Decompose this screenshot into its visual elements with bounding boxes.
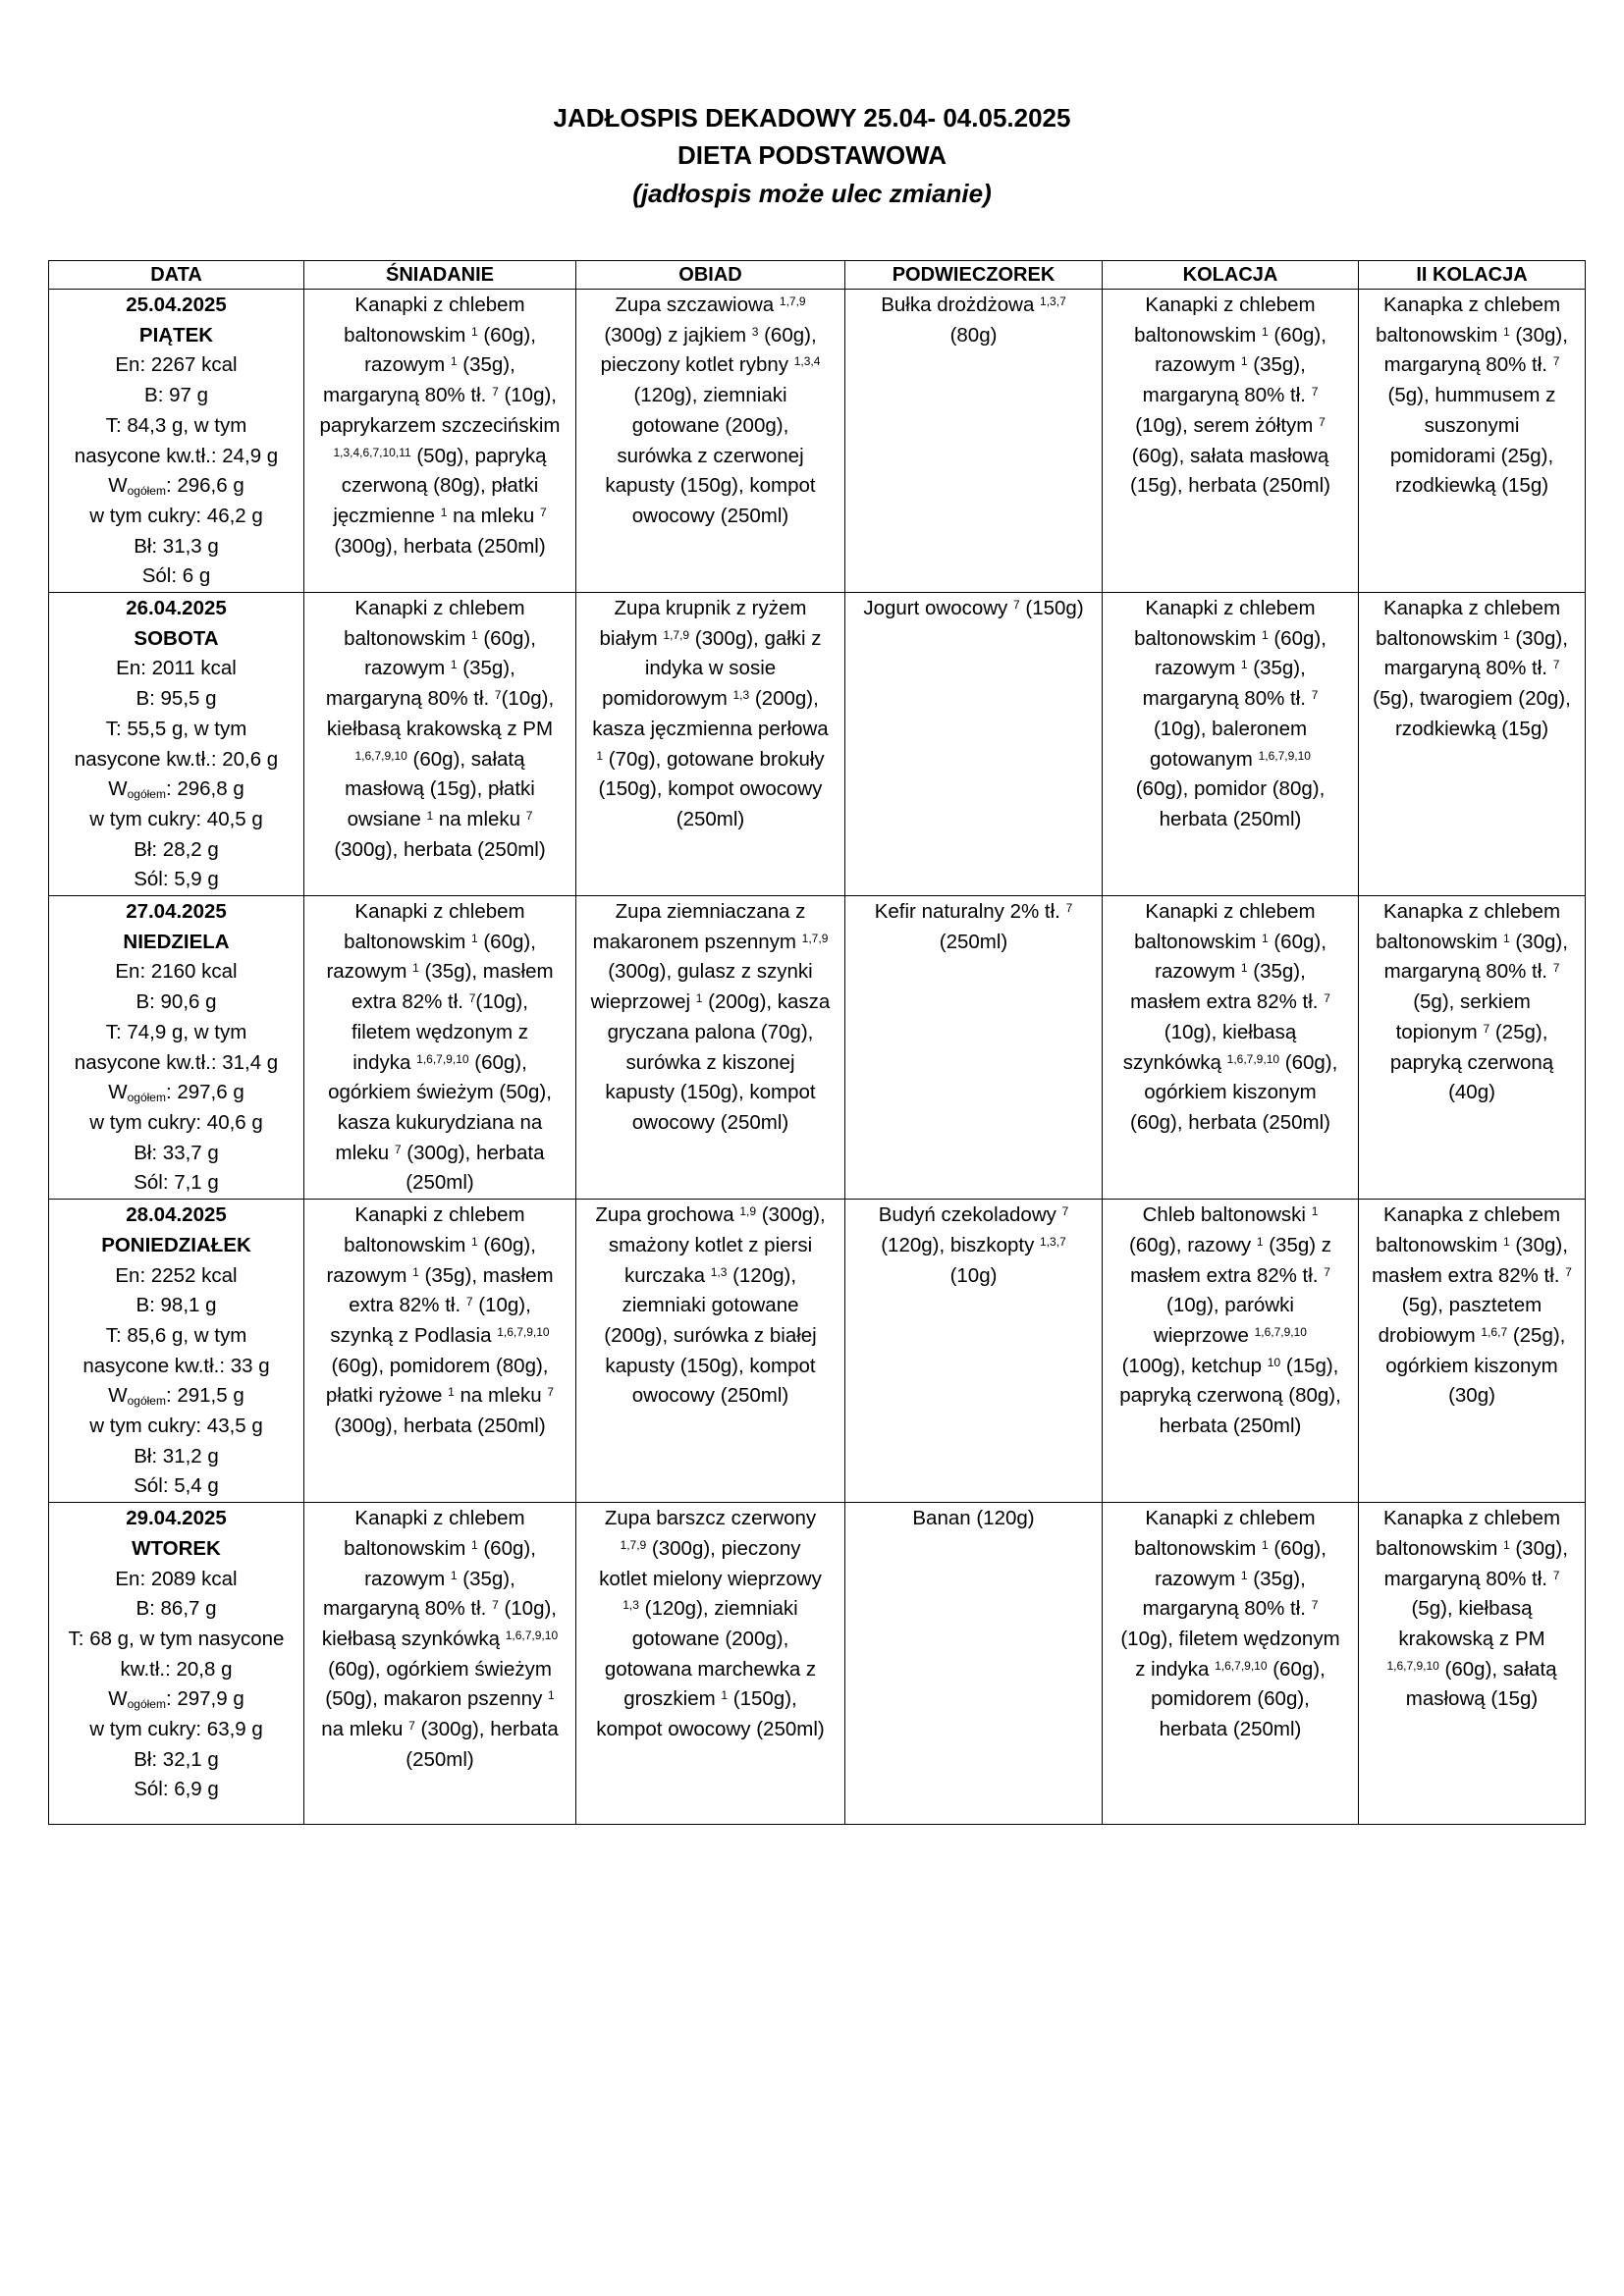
cell-line: w tym cukry: 40,6 g (89, 1110, 263, 1134)
cell-line: margaryną 80% tł. $^7$ (10g), (323, 384, 557, 407)
lunch-cell (576, 1200, 845, 1503)
cell-line: Kanapki z chlebem (1145, 597, 1316, 620)
cell-line: (5g), pasztetem (1401, 1294, 1543, 1317)
cell-line: Banan (120g) (912, 1507, 1035, 1530)
dinner-cell (1103, 593, 1359, 896)
cell-line: (150g), kompot owocowy (598, 777, 823, 801)
cell-line: Kanapka z chlebem (1382, 597, 1561, 620)
cell-line: (5g), serkiem (1413, 990, 1531, 1014)
cell-line: Zupa ziemniaczana z (615, 900, 806, 924)
cell-line: razowym $^1$ (35g), (364, 353, 515, 377)
cell-line: Sól: 6,9 g (134, 1778, 219, 1801)
cell-line: En: 2252 kcal (115, 1263, 238, 1287)
cell-line: jęczmienne $^1$ na mleku $^7$ (333, 504, 547, 527)
cell-line: $W_{ogółem}$: 296,8 g (108, 777, 244, 802)
day-info-cell (49, 896, 304, 1200)
cell-line: $^1$ (70g), gotowane brokuły (596, 747, 825, 771)
cell-line: nasycone kw.tł.: 24,9 g (74, 444, 279, 467)
cell-line: $W_{ogółem}$: 296,6 g (108, 474, 244, 499)
dinner-cell (1103, 896, 1359, 1200)
cell-line: T: 85,6 g, w tym (105, 1323, 247, 1347)
cell-line: margaryną 80% tł. $^7$ (1142, 1597, 1319, 1621)
cell-line: topionym $^7$ (25g), (1395, 1020, 1548, 1043)
cell-line: razowym $^1$ (35g), masłem (326, 960, 554, 984)
cell-line: surówka z kiszonej (625, 1050, 795, 1074)
day-info-cell (49, 1200, 304, 1503)
cell-line: (10g), kiełbasą (1164, 1020, 1297, 1043)
cell-line: razowym $^1$ (35g), (1155, 353, 1306, 377)
snack-cell (845, 1200, 1103, 1503)
cell-line: kasza kukurydziana na (337, 1110, 543, 1134)
breakfast-cell (304, 896, 576, 1200)
cell-line: Sól: 5,9 g (134, 868, 219, 891)
diet-name: DIETA PODSTAWOWA (677, 140, 947, 170)
cell-line: wieprzowe $^{1,6,7,9,10}$ (1154, 1323, 1307, 1347)
menu-disclaimer: (jadłospis może ulec zmianie) (632, 179, 992, 208)
cell-line: (100g), ketchup $^{10}$ (15g), (1121, 1354, 1339, 1377)
cell-line: PONIEDZIAŁEK (101, 1233, 251, 1256)
cell-line: herbata (250ml) (1159, 807, 1302, 830)
cell-line: (300g), gulasz z szynki (608, 960, 813, 984)
cell-line: $^{1,7,9}$ (300g), pieczony (620, 1536, 801, 1560)
cell-line: 25.04.2025 (126, 294, 227, 316)
cell-line: (250ml) (406, 1747, 474, 1771)
cell-line: Bł: 33,7 g (134, 1141, 219, 1164)
cell-line: T: 74,9 g, w tym (105, 1020, 247, 1043)
cell-line: płatki ryżowe $^1$ na mleku $^7$ (325, 1384, 555, 1408)
cell-line: T: 68 g, w tym nasycone (68, 1627, 285, 1650)
cell-line: B: 97 g (144, 384, 208, 407)
cell-line: $^{1,3,4,6,7,10,11}$ (50g), papryką (333, 444, 547, 467)
cell-line: (120g), biszkopty $^{1,3,7}$ (881, 1233, 1066, 1256)
cell-line: surówka z czerwonej (617, 444, 804, 467)
cell-line: smażony kotlet z piersi (608, 1233, 813, 1256)
cell-line: papryką czerwoną (1389, 1050, 1554, 1074)
cell-line: B: 86,7 g (135, 1597, 217, 1621)
table-row (49, 896, 1586, 1200)
cell-line: (60g), herbata (250ml) (1130, 1110, 1330, 1134)
cell-line: kapusty (150g), kompot (605, 474, 816, 498)
cell-line: razowym $^1$ (35g), (1155, 657, 1306, 680)
cell-line: razowym $^1$ (35g), (364, 657, 515, 680)
cell-line: T: 55,5 g, w tym (105, 717, 247, 740)
cell-line: w tym cukry: 43,5 g (89, 1415, 263, 1438)
snack-cell (845, 290, 1103, 593)
cell-line: owocowy (250ml) (631, 1384, 789, 1408)
cell-line: extra 82% tł. $^7$ (10g), (349, 1294, 531, 1317)
cell-line: kiełbasą szynkówką $^{1,6,7,9,10}$ (321, 1627, 559, 1650)
late-dinner-cell (1359, 1503, 1586, 1825)
column-header-podwieczorek: PODWIECZOREK (845, 261, 1103, 290)
cell-line: Bł: 31,2 g (134, 1444, 219, 1468)
cell-line: razowym $^1$ (35g), (1155, 1567, 1306, 1590)
cell-line: pomidorami (25g), (1389, 444, 1554, 467)
cell-line: baltonowskim $^1$ (60g), (344, 323, 536, 347)
cell-line: gotowanym $^{1,6,7,9,10}$ (1150, 747, 1311, 771)
cell-line: WTOREK (132, 1536, 221, 1560)
table-row (49, 1200, 1586, 1503)
cell-line: margaryną 80% tł. $^7$ (1142, 687, 1319, 711)
cell-line: razowym $^1$ (35g), masłem (326, 1263, 554, 1287)
table-header-row (49, 261, 1586, 290)
day-info-cell (49, 290, 304, 593)
cell-line: Kanapki z chlebem (1145, 294, 1316, 316)
cell-line: 27.04.2025 (126, 900, 227, 924)
cell-line: (15g), herbata (250ml) (1130, 474, 1330, 498)
cell-line: (80g) (949, 323, 998, 347)
cell-line: Sól: 5,4 g (134, 1474, 219, 1498)
cell-line: baltonowskim $^1$ (60g), (344, 930, 536, 953)
cell-line: indyka $^{1,6,7,9,10}$ (60g), (352, 1050, 527, 1074)
cell-line: baltonowskim $^1$ (30g), (1376, 1233, 1568, 1256)
cell-line: kurczaka $^{1,3}$ (120g), (623, 1263, 797, 1287)
cell-line: Kanapka z chlebem (1382, 1507, 1561, 1530)
cell-line: masłową (15g), płatki (345, 777, 535, 801)
cell-line: w tym cukry: 40,5 g (89, 807, 263, 830)
cell-line: gryczana palona (70g), (607, 1020, 814, 1043)
cell-line: w tym cukry: 46,2 g (89, 504, 263, 527)
cell-line: (60g), ogórkiem świeżym (328, 1657, 552, 1681)
cell-line: razowym $^1$ (35g), (1155, 960, 1306, 984)
cell-line: $^{1,6,7,9,10}$ (60g), sałatą (354, 747, 525, 771)
late-dinner-cell (1359, 290, 1586, 593)
cell-line: ogórkiem kiszonym (1144, 1081, 1317, 1104)
cell-line: ogórkiem świeżym (50g), (328, 1081, 552, 1104)
cell-line: herbata (250ml) (1159, 1718, 1302, 1741)
cell-line: margaryną 80% tł. $^7$ (1383, 1567, 1560, 1590)
column-header-sniadanie: ŚNIADANIE (304, 261, 576, 290)
cell-line: rzodkiewką (15g) (1394, 474, 1549, 498)
cell-line: baltonowskim $^1$ (60g), (1134, 930, 1326, 953)
lunch-cell (576, 593, 845, 896)
cell-line: $^{1,6,7,9,10}$ (60g), sałatą (1386, 1657, 1557, 1681)
cell-line: Kanapki z chlebem (1145, 900, 1316, 924)
cell-line: owocowy (250ml) (631, 504, 789, 527)
cell-line: kapusty (150g), kompot (605, 1081, 816, 1104)
snack-cell (845, 896, 1103, 1200)
cell-line: na mleku $^7$ (300g), herbata (321, 1718, 559, 1741)
cell-line: ziemniaki gotowane (622, 1294, 799, 1317)
cell-line: baltonowskim $^1$ (30g), (1376, 1536, 1568, 1560)
cell-line: (10g), serem żółtym $^7$ (1135, 413, 1326, 437)
cell-line: Bł: 28,2 g (134, 837, 219, 861)
cell-line: masłową (15g) (1405, 1687, 1539, 1711)
cell-line: Bł: 31,3 g (134, 534, 219, 558)
column-header-data: DATA (49, 261, 304, 290)
cell-line: pieczony kotlet rybny $^{1,3,4}$ (600, 353, 821, 377)
cell-line: margaryną 80% tł. $^7$ (1383, 960, 1560, 984)
cell-line: 28.04.2025 (126, 1203, 227, 1227)
cell-line: indyka w sosie (644, 657, 777, 680)
cell-line: kasza jęczmienna perłowa (592, 717, 829, 740)
cell-line: (60g), sałata masłową (1131, 444, 1329, 467)
cell-line: groszkiem $^1$ (150g), (623, 1687, 797, 1711)
cell-line: En: 2089 kcal (115, 1567, 238, 1590)
cell-line: czerwoną (80g), płatki (341, 474, 539, 498)
cell-line: $W_{ogółem}$: 297,9 g (108, 1687, 244, 1712)
cell-line: (300g), herbata (250ml) (334, 534, 546, 558)
cell-line: baltonowskim $^1$ (30g), (1376, 626, 1568, 650)
cell-line: margaryną 80% tł. $^7$ (10g), (323, 1597, 557, 1621)
cell-line: (10g) (949, 1263, 998, 1287)
cell-line: (10g), filetem wędzonym (1120, 1627, 1340, 1650)
cell-line: pomidorowym $^{1,3}$ (200g), (602, 687, 819, 711)
table-row (49, 1503, 1586, 1825)
cell-line: masłem extra 82% tł. $^7$ (1372, 1263, 1572, 1287)
cell-line: (60g), pomidorem (80g), (331, 1354, 549, 1377)
cell-line: szynkówką $^{1,6,7,9,10}$ (60g), (1122, 1050, 1338, 1074)
cell-line: owocowy (250ml) (631, 1110, 789, 1134)
cell-line: En: 2267 kcal (115, 353, 238, 377)
cell-line: wieprzowej $^1$ (200g), kasza (590, 990, 831, 1014)
dinner-cell (1103, 1200, 1359, 1503)
cell-line: baltonowskim $^1$ (30g), (1376, 930, 1568, 953)
cell-line: szynką z Podlasia $^{1,6,7,9,10}$ (330, 1323, 550, 1347)
cell-line: (5g), kiełbasą (1411, 1597, 1533, 1621)
cell-line: extra 82% tł. $^7$(10g), (352, 990, 528, 1014)
cell-line: owsiane $^1$ na mleku $^7$ (347, 807, 533, 830)
cell-line: (300g), herbata (250ml) (334, 837, 546, 861)
cell-line: Kanapki z chlebem (1145, 1507, 1316, 1530)
cell-line: białym $^{1,7,9}$ (300g), gałki z (599, 626, 822, 650)
cell-line: gotowane (200g), (631, 1627, 789, 1650)
cell-line: Kanapka z chlebem (1382, 294, 1561, 316)
cell-line: Zupa barszcz czerwony (604, 1507, 817, 1530)
cell-line: 29.04.2025 (126, 1507, 227, 1530)
breakfast-cell (304, 593, 576, 896)
cell-line: (300g) z jajkiem $^3$ (60g), (604, 323, 817, 347)
cell-line: kotlet mielony wieprzowy (599, 1567, 822, 1590)
cell-line: kompot owocowy (250ml) (596, 1718, 825, 1741)
cell-line: (120g), ziemniaki (633, 384, 787, 407)
cell-line: makaronem pszennym $^{1,7,9}$ (592, 930, 829, 953)
cell-line: (40g) (1448, 1081, 1495, 1104)
cell-line: gotowana marchewka z (604, 1657, 817, 1681)
column-header-ii-kolacja: II KOLACJA (1359, 261, 1586, 290)
cell-line: SOBOTA (134, 626, 219, 650)
cell-line: baltonowskim $^1$ (60g), (1134, 626, 1326, 650)
cell-line: (200g), surówka z białej (604, 1323, 817, 1347)
day-info-cell (49, 593, 304, 896)
table-row (49, 290, 1586, 593)
cell-line: Jogurt owocowy $^7$ (150g) (863, 597, 1084, 620)
cell-line: (250ml) (406, 1171, 474, 1195)
cell-line: (250ml) (676, 807, 745, 830)
table-row (49, 593, 1586, 896)
dinner-cell (1103, 1503, 1359, 1825)
column-header-kolacja: KOLACJA (1103, 261, 1359, 290)
cell-line: paprykarzem szczecińskim (319, 413, 561, 437)
cell-line: razowym $^1$ (35g), (364, 1567, 515, 1590)
cell-line: rzodkiewką (15g) (1394, 717, 1549, 740)
cell-line: (250ml) (939, 930, 1008, 953)
column-header-obiad: OBIAD (576, 261, 845, 290)
cell-line: masłem extra 82% tł. $^7$ (1130, 1263, 1330, 1287)
cell-line: Sól: 6 g (141, 564, 211, 588)
cell-line: margaryną 80% tł. $^7$ (1383, 353, 1560, 377)
lunch-cell (576, 896, 845, 1200)
cell-line: Sól: 7,1 g (134, 1171, 219, 1195)
cell-line: Zupa krupnik z ryżem (614, 597, 807, 620)
breakfast-cell (304, 290, 576, 593)
cell-line: Zupa grochowa $^{1,9}$ (300g), (595, 1203, 826, 1227)
cell-line: margaryną 80% tł. $^7$ (1383, 657, 1560, 680)
cell-line: Kanapki z chlebem (354, 1203, 525, 1227)
cell-line: kiełbasą krakowską z PM (326, 717, 554, 740)
cell-line: masłem extra 82% tł. $^7$ (1130, 990, 1330, 1014)
cell-line: mleku $^7$ (300g), herbata (335, 1141, 545, 1164)
cell-line: 26.04.2025 (126, 597, 227, 620)
breakfast-cell (304, 1200, 576, 1503)
cell-line: Bł: 32,1 g (134, 1747, 219, 1771)
cell-line: Kanapki z chlebem (354, 1507, 525, 1530)
menu-title: JADŁOSPIS DEKADOWY 25.04- 04.05.2025 (553, 103, 1071, 133)
snack-cell (845, 1503, 1103, 1825)
cell-line: baltonowskim $^1$ (60g), (344, 1233, 536, 1256)
cell-line: Zupa szczawiowa $^{1,7,9}$ (615, 294, 806, 316)
cell-line: $^{1,3}$ (120g), ziemniaki (623, 1597, 798, 1621)
cell-line: (300g), herbata (250ml) (334, 1415, 546, 1438)
snack-cell (845, 593, 1103, 896)
cell-line: Kanapki z chlebem (354, 597, 525, 620)
cell-line: nasycone kw.tł.: 31,4 g (74, 1050, 279, 1074)
cell-line: PIĄTEK (138, 323, 214, 347)
cell-line: (60g), pomidor (80g), (1135, 777, 1326, 801)
cell-line: En: 2011 kcal (116, 657, 237, 680)
lunch-cell (576, 1503, 845, 1825)
cell-line: $W_{ogółem}$: 297,6 g (108, 1081, 244, 1105)
cell-line: filetem wędzonym z (351, 1020, 528, 1043)
cell-line: nasycone kw.tł.: 20,6 g (74, 747, 279, 771)
cell-line: Kanapki z chlebem (354, 900, 525, 924)
cell-line: herbata (250ml) (1159, 1415, 1302, 1438)
cell-line: (60g), razowy $^1$ (35g) z (1128, 1233, 1332, 1256)
late-dinner-cell (1359, 1200, 1586, 1503)
cell-line: (10g), baleronem (1153, 717, 1308, 740)
cell-line: B: 95,5 g (135, 687, 217, 711)
cell-line: Chleb baltonowski $^1$ (1142, 1203, 1319, 1227)
cell-line: baltonowskim $^1$ (30g), (1376, 323, 1568, 347)
lunch-cell (576, 290, 845, 593)
cell-line: (50g), makaron pszenny $^1$ (325, 1687, 555, 1711)
cell-line: kapusty (150g), kompot (605, 1354, 816, 1377)
cell-line: (5g), twarogiem (20g), (1373, 687, 1571, 711)
dinner-cell (1103, 290, 1359, 593)
cell-line: Kanapka z chlebem (1382, 1203, 1561, 1227)
cell-line: margaryną 80% tł. $^7$ (1142, 384, 1319, 407)
cell-line: Kefir naturalny 2% tł. $^7$ (874, 900, 1073, 924)
cell-line: (30g) (1448, 1384, 1495, 1408)
cell-line: papryką czerwoną (80g), (1119, 1384, 1341, 1408)
cell-line: $W_{ogółem}$: 291,5 g (108, 1384, 244, 1409)
late-dinner-cell (1359, 896, 1586, 1200)
cell-line: pomidorem (60g), (1151, 1687, 1310, 1711)
late-dinner-cell (1359, 593, 1586, 896)
cell-line: B: 98,1 g (135, 1294, 217, 1317)
cell-line: z indyka $^{1,6,7,9,10}$ (60g), (1135, 1657, 1326, 1681)
cell-line: baltonowskim $^1$ (60g), (1134, 1536, 1326, 1560)
cell-line: (10g), parówki (1166, 1294, 1294, 1317)
cell-line: margaryną 80% tł. $^7$(10g), (325, 687, 555, 711)
cell-line: drobiowym $^{1,6,7}$ (25g), (1378, 1323, 1566, 1347)
cell-line: B: 90,6 g (135, 990, 217, 1014)
cell-line: Kanapki z chlebem (354, 294, 525, 316)
cell-line: Budyń czekoladowy $^7$ (878, 1203, 1069, 1227)
cell-line: ogórkiem kiszonym (1385, 1354, 1558, 1377)
cell-line: w tym cukry: 63,9 g (89, 1718, 263, 1741)
cell-line: krakowską z PM (1398, 1627, 1545, 1650)
cell-line: Kanapka z chlebem (1382, 900, 1561, 924)
cell-line: baltonowskim $^1$ (60g), (1134, 323, 1326, 347)
cell-line: baltonowskim $^1$ (60g), (344, 626, 536, 650)
cell-line: baltonowskim $^1$ (60g), (344, 1536, 536, 1560)
cell-line: NIEDZIELA (123, 930, 230, 953)
cell-line: Bułka drożdżowa $^{1,3,7}$ (881, 294, 1066, 316)
cell-line: kw.tł.: 20,8 g (120, 1657, 233, 1681)
cell-line: T: 84,3 g, w tym (105, 413, 247, 437)
day-info-cell (49, 1503, 304, 1825)
cell-line: gotowane (200g), (631, 413, 789, 437)
cell-line: En: 2160 kcal (115, 960, 238, 984)
cell-line: (5g), hummusem z (1387, 384, 1556, 407)
menu-table (48, 260, 1586, 1825)
cell-line: nasycone kw.tł.: 33 g (82, 1354, 270, 1377)
breakfast-cell (304, 1503, 576, 1825)
cell-line: suszonymi (1424, 413, 1520, 437)
